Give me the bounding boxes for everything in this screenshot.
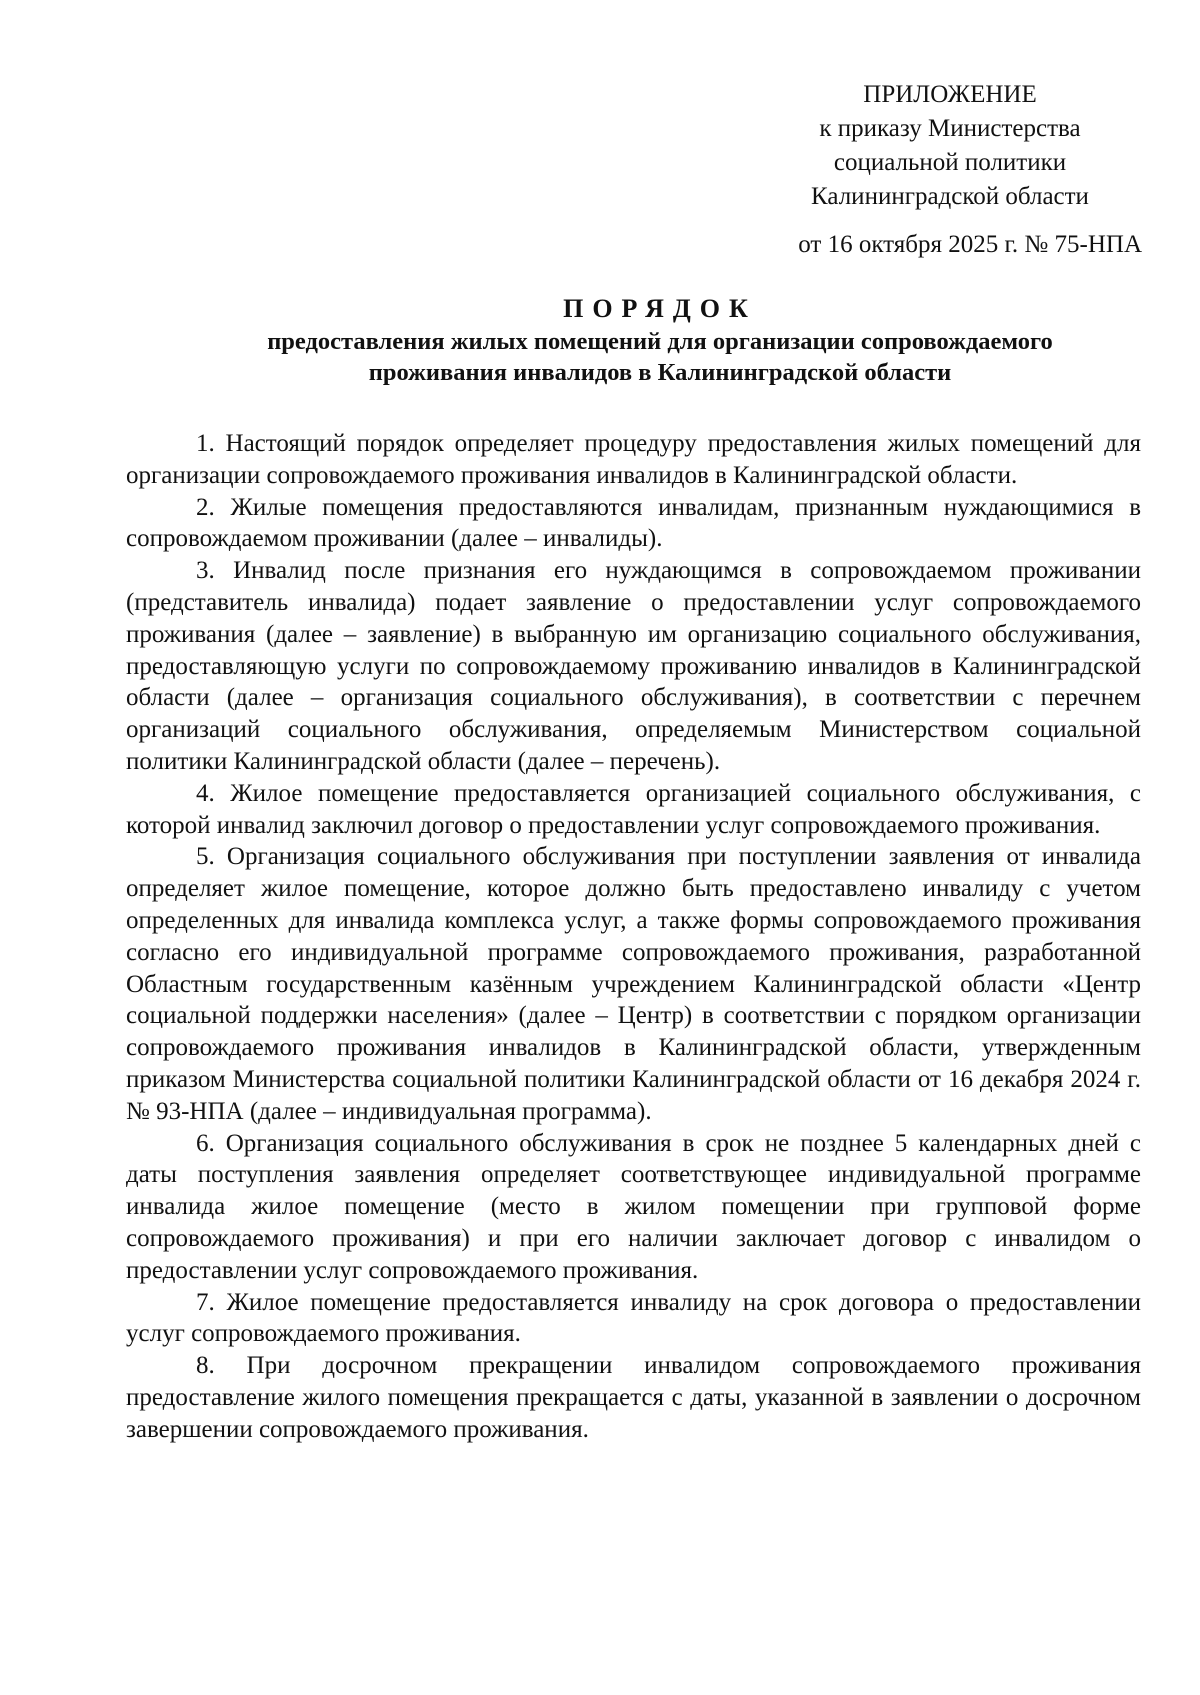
paragraph-2: 2. Жилые помещения предоставляются инвалидам, признанным нуждающимися в сопровождаемом проживании (далее – инвалиды). [126,493,1141,553]
paragraph-5: 5. Организация социального обслуживания при поступлении заявления от инвалида определяет жилое помещение, которое должно быть предоставлено инвалиду с учетом определенных для инвалида комплекса услуг, а также формы сопровождаемого проживания согласно его индивидуальной программе сопровождаемого проживания, разработанной Областным государственным казённым учреждением Калининградской области «Центр социальной поддержки населения» (далее – Центр) в соответствии с порядком организации сопровождаемого проживания инвалидов в Калининградской области, утвержденным приказом Министерства социальной политики Калининградской области от 16 декабря 2024 г. № 93-НПА (далее – индивидуальная программа). [126,843,1141,1125]
title-subtitle [120,326,1140,388]
paragraph-4: 4. Жилое помещение предоставляется организацией социального обслуживания, с которой инвалид заключил договор о предоставлении услуг сопровождаемого проживания. [126,779,1141,839]
paragraph-8: 8. При досрочном прекращении инвалидом сопровождаемого проживания предоставление жилого помещения прекращается с даты, указанной в заявлении о досрочном завершении сопровождаемого проживания. [126,1352,1141,1443]
appendix-block [760,78,1140,214]
appendix-line-1: к приказу Министерства [819,115,1081,142]
appendix-line-3: Калининградской области [811,183,1089,210]
paragraph-7: 7. Жилое помещение предоставляется инвалиду на срок договора о предоставлении услуг сопровождаемого проживания. [126,1288,1141,1348]
document-body [126,428,1141,1446]
title-subtitle-line-1: предоставления жилых помещений для организации сопровождаемого [267,328,1053,355]
appendix-line-2: социальной политики [833,149,1067,176]
paragraph-3: 3. Инвалид после признания его нуждающимся в сопровождаемом проживании (представитель инвалида) подает заявление о предоставлении услуг сопровождаемого проживания (далее – заявление) в выбранную им организацию социального обслуживания, предоставляющую услуги по сопровождаемому проживанию инвалидов в Калининградской области (далее – организация социального обслуживания), в соответствии с перечнем организаций социального обслуживания, определяемым Министерством социальной политики Калининградской области (далее – перечень). [126,557,1141,775]
title-main: ПОРЯДОК [563,294,757,323]
document-title [120,292,1140,388]
order-reference: от 16 октября 2025 г. № 75-НПА [798,231,1142,258]
paragraph-6: 6. Организация социального обслуживания в срок не позднее 5 календарных дней с даты поступления заявления определяет соответствующее индивидуальной программе инвалида жилое помещение (место в жилом помещении при групповой форме сопровождаемого проживания) и при его наличии заключает договор с инвалидом о предоставлении услуг сопровождаемого проживания. [126,1129,1141,1284]
title-subtitle-line-2: проживания инвалидов в Калининградской области [368,359,952,386]
paragraph-1: 1. Настоящий порядок определяет процедуру предоставления жилых помещений для организации сопровождаемого проживания инвалидов в Калининградской области. [126,430,1141,489]
appendix-title: ПРИЛОЖЕНИЕ [863,81,1037,108]
